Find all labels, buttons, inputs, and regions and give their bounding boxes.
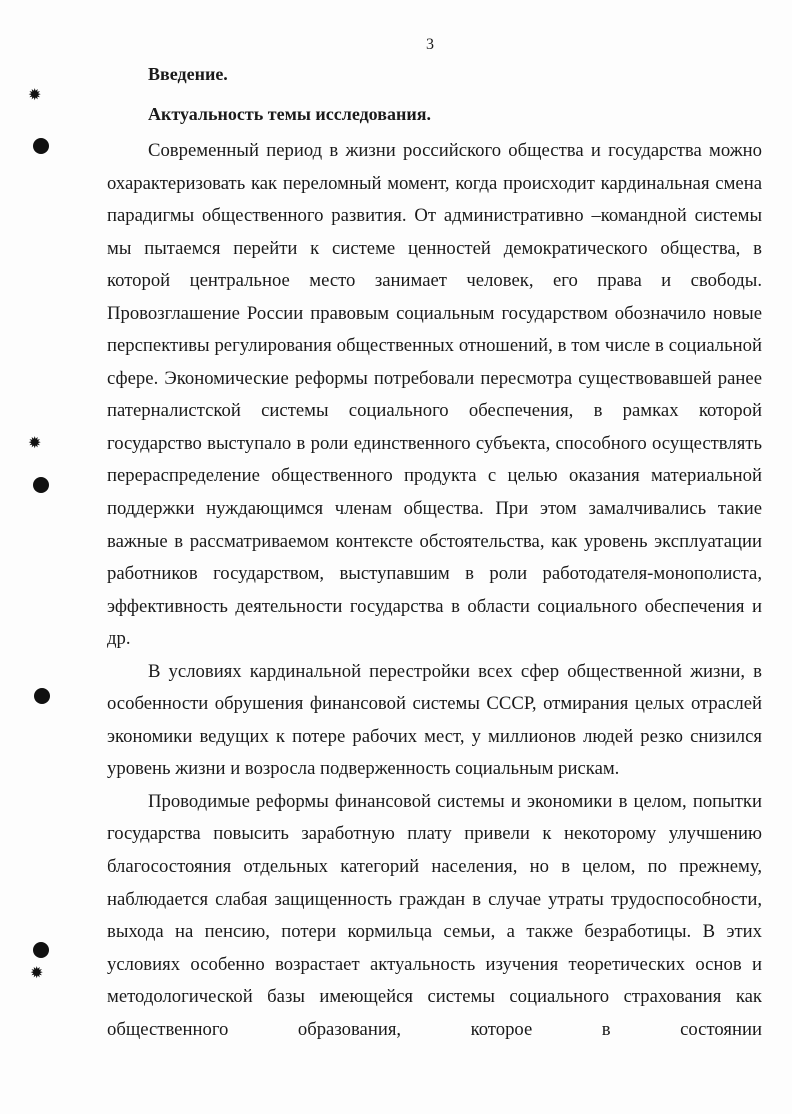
- scan-mark-icon: ✹: [28, 435, 42, 452]
- subsection-heading-relevance: Актуальность темы исследования.: [148, 104, 431, 124]
- punch-hole-icon: [33, 477, 49, 493]
- paragraph-1: Современный период в жизни российского общества и государства можно охарактеризовать как переломный момент, когда происходит кардинальная смена парадигмы общественного развития. От административно –командной системы мы пытаемся перейти к системе ценностей демократического общества, в которой центральное место занимает человек, его права и свободы. Провозглашение России правовым социальным государством обозначило новые перспективы регулирования общественных отношений, в том числе в социальной сфере. Экономические реформы потребовали пересмотра существовавшей ранее патерналистской системы социального обеспечения, в рамках которой государство выступало в роли единственного субъекта, способного осуществлять перераспределение общественного продукта с целью оказания материальной поддержки нуждающимся членам общества. При этом замалчивались такие важные в рассматриваемом контексте обстоятельства, как уровень эксплуатации работников государством, выступавшим в роли работодателя-монополиста, эффективность деятельности государства в области социального обеспечения и др.: [107, 140, 762, 650]
- punch-hole-icon: [34, 688, 50, 704]
- punch-hole-icon: [33, 138, 49, 154]
- paragraph-2: В условиях кардинальной перестройки всех сфер общественной жизни, в особенности обрушения финансовой системы СССР, отмирания целых отраслей экономики ведущих к потере рабочих мест, у миллионов людей резко снизился уровень жизни и возросла подверженность социальным рискам.: [107, 660, 762, 780]
- paragraph-3: Проводимые реформы финансовой системы и экономики в целом, попытки государства повысить заработную плату привели к некоторому улучшению благосостояния отдельных категорий населения, но в целом, по прежнему, наблюдается слабая защищенность граждан в случае утраты трудоспособности, выхода на пенсию, потери кормильца семьи, а также безработицы. В этих условиях особенно возрастает актуальность изучения теоретических основ и методологической базы имеющейся системы социального страхования как общественного образования, которое в состоянии: [107, 790, 762, 1040]
- punch-hole-icon: [33, 942, 49, 958]
- section-heading-introduction: Введение.: [148, 64, 228, 84]
- body-text: [107, 135, 762, 1046]
- scan-mark-icon: ✹: [28, 87, 42, 104]
- page-number: 3: [426, 36, 434, 53]
- scan-mark-icon: ✹: [30, 965, 44, 982]
